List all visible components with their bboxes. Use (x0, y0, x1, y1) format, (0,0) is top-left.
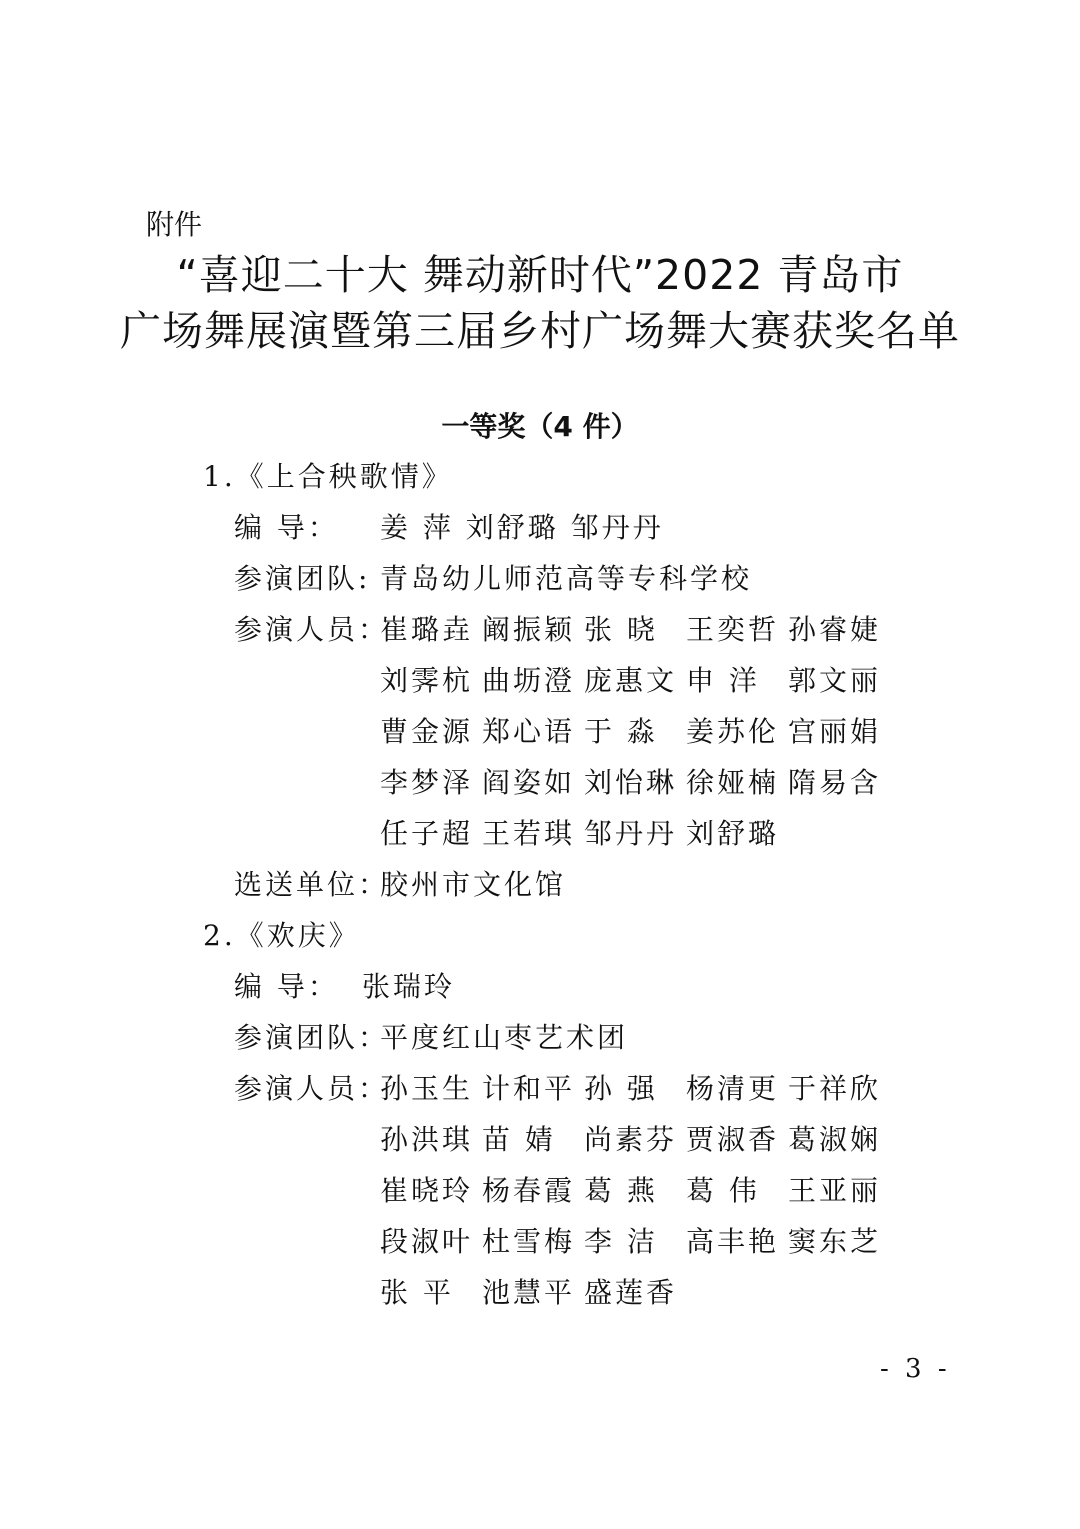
performers-row (380, 1063, 890, 1114)
document-title-line-1: “喜迎二十大 舞动新时代”2022 青岛市 (176, 251, 904, 299)
performer-name: 盛莲香 (584, 1276, 678, 1309)
performer-name: 刘舒璐 (686, 817, 780, 850)
document-title-line-2: 广场舞展演暨第三届乡村广场舞大赛获奖名单 (120, 307, 960, 355)
performer-name: 阎姿如 (482, 766, 576, 799)
performer-name: 池慧平 (482, 1276, 576, 1309)
performers-row (380, 1165, 890, 1216)
unit-value: 胶州市文化馆 (380, 868, 567, 901)
performers-row (380, 757, 890, 808)
performers-row (380, 1267, 890, 1318)
performers-label: 参演人员： (234, 613, 390, 646)
performer-name: 贾淑香 (686, 1123, 780, 1156)
performer-name: 张 平 (380, 1276, 454, 1309)
performer-name: 苗 婧 (482, 1123, 556, 1156)
performer-name: 曹金源 (380, 715, 474, 748)
performer-name: 窦东芝 (788, 1225, 882, 1258)
director-label: 编 导： (234, 511, 339, 544)
performer-name: 高丰艳 (686, 1225, 780, 1258)
performer-name: 阚振颖 (482, 613, 576, 646)
performers-label: 参演人员： (234, 1072, 390, 1105)
performer-name: 崔璐垚 (380, 613, 474, 646)
performers-row (380, 604, 890, 655)
performer-name: 杨清更 (686, 1072, 780, 1105)
performers-list (380, 1063, 890, 1318)
performer-name: 李 洁 (584, 1225, 658, 1258)
performer-name: 徐娅楠 (686, 766, 780, 799)
performer-name: 宫丽娟 (788, 715, 882, 748)
performer-name: 申 洋 (686, 664, 760, 697)
page-number: - 3 - (880, 1354, 951, 1384)
director-value: 张瑞玲 (362, 970, 456, 1003)
performer-name: 王亚丽 (788, 1174, 882, 1207)
performer-name: 葛淑娴 (788, 1123, 882, 1156)
attachment-label: 附件 (146, 208, 203, 241)
performer-name: 隋易含 (788, 766, 882, 799)
unit-label: 选送单位： (234, 868, 390, 901)
entry-title: 2.《欢庆》 (203, 919, 360, 952)
director-value: 姜 萍 刘舒璐 邹丹丹 (380, 511, 664, 544)
performers-row (380, 1216, 890, 1267)
performer-name: 尚素芬 (584, 1123, 678, 1156)
performer-name: 刘怡琳 (584, 766, 678, 799)
performer-name: 王若琪 (482, 817, 576, 850)
performer-name: 任子超 (380, 817, 474, 850)
team-value: 青岛幼儿师范高等专科学校 (380, 562, 753, 595)
director-label: 编 导： (234, 970, 339, 1003)
performer-name: 杜雪梅 (482, 1225, 576, 1258)
performer-name: 孙洪琪 (380, 1123, 474, 1156)
performer-name: 郭文丽 (788, 664, 882, 697)
performers-list (380, 604, 890, 859)
performer-name: 计和平 (482, 1072, 576, 1105)
performer-name: 姜苏伦 (686, 715, 780, 748)
performers-row (380, 706, 890, 757)
performer-name: 李梦泽 (380, 766, 474, 799)
team-label: 参演团队: (234, 562, 371, 595)
performer-name: 张 晓 (584, 613, 658, 646)
performer-name: 孙玉生 (380, 1072, 474, 1105)
team-value: 平度红山枣艺术团 (380, 1021, 629, 1054)
performers-row (380, 655, 890, 706)
performers-row (380, 808, 890, 859)
performer-name: 邹丹丹 (584, 817, 678, 850)
performer-name: 孙 强 (584, 1072, 658, 1105)
performer-name: 于 淼 (584, 715, 658, 748)
performer-name: 段淑叶 (380, 1225, 474, 1258)
performer-name: 郑心语 (482, 715, 576, 748)
performer-name: 于祥欣 (788, 1072, 882, 1105)
performer-name: 葛 伟 (686, 1174, 760, 1207)
team-label: 参演团队： (234, 1021, 390, 1054)
performers-row (380, 1114, 890, 1165)
performer-name: 王奕哲 (686, 613, 780, 646)
performer-name: 孙睿婕 (788, 613, 882, 646)
performer-name: 刘霁杭 (380, 664, 474, 697)
performer-name: 崔晓玲 (380, 1174, 474, 1207)
entry-title: 1.《上合秧歌情》 (203, 460, 453, 493)
performer-name: 杨春霞 (482, 1174, 576, 1207)
award-heading: 一等奖（4 件） (441, 410, 639, 443)
performer-name: 曲坜澄 (482, 664, 576, 697)
performer-name: 庞惠文 (584, 664, 678, 697)
performer-name: 葛 燕 (584, 1174, 658, 1207)
